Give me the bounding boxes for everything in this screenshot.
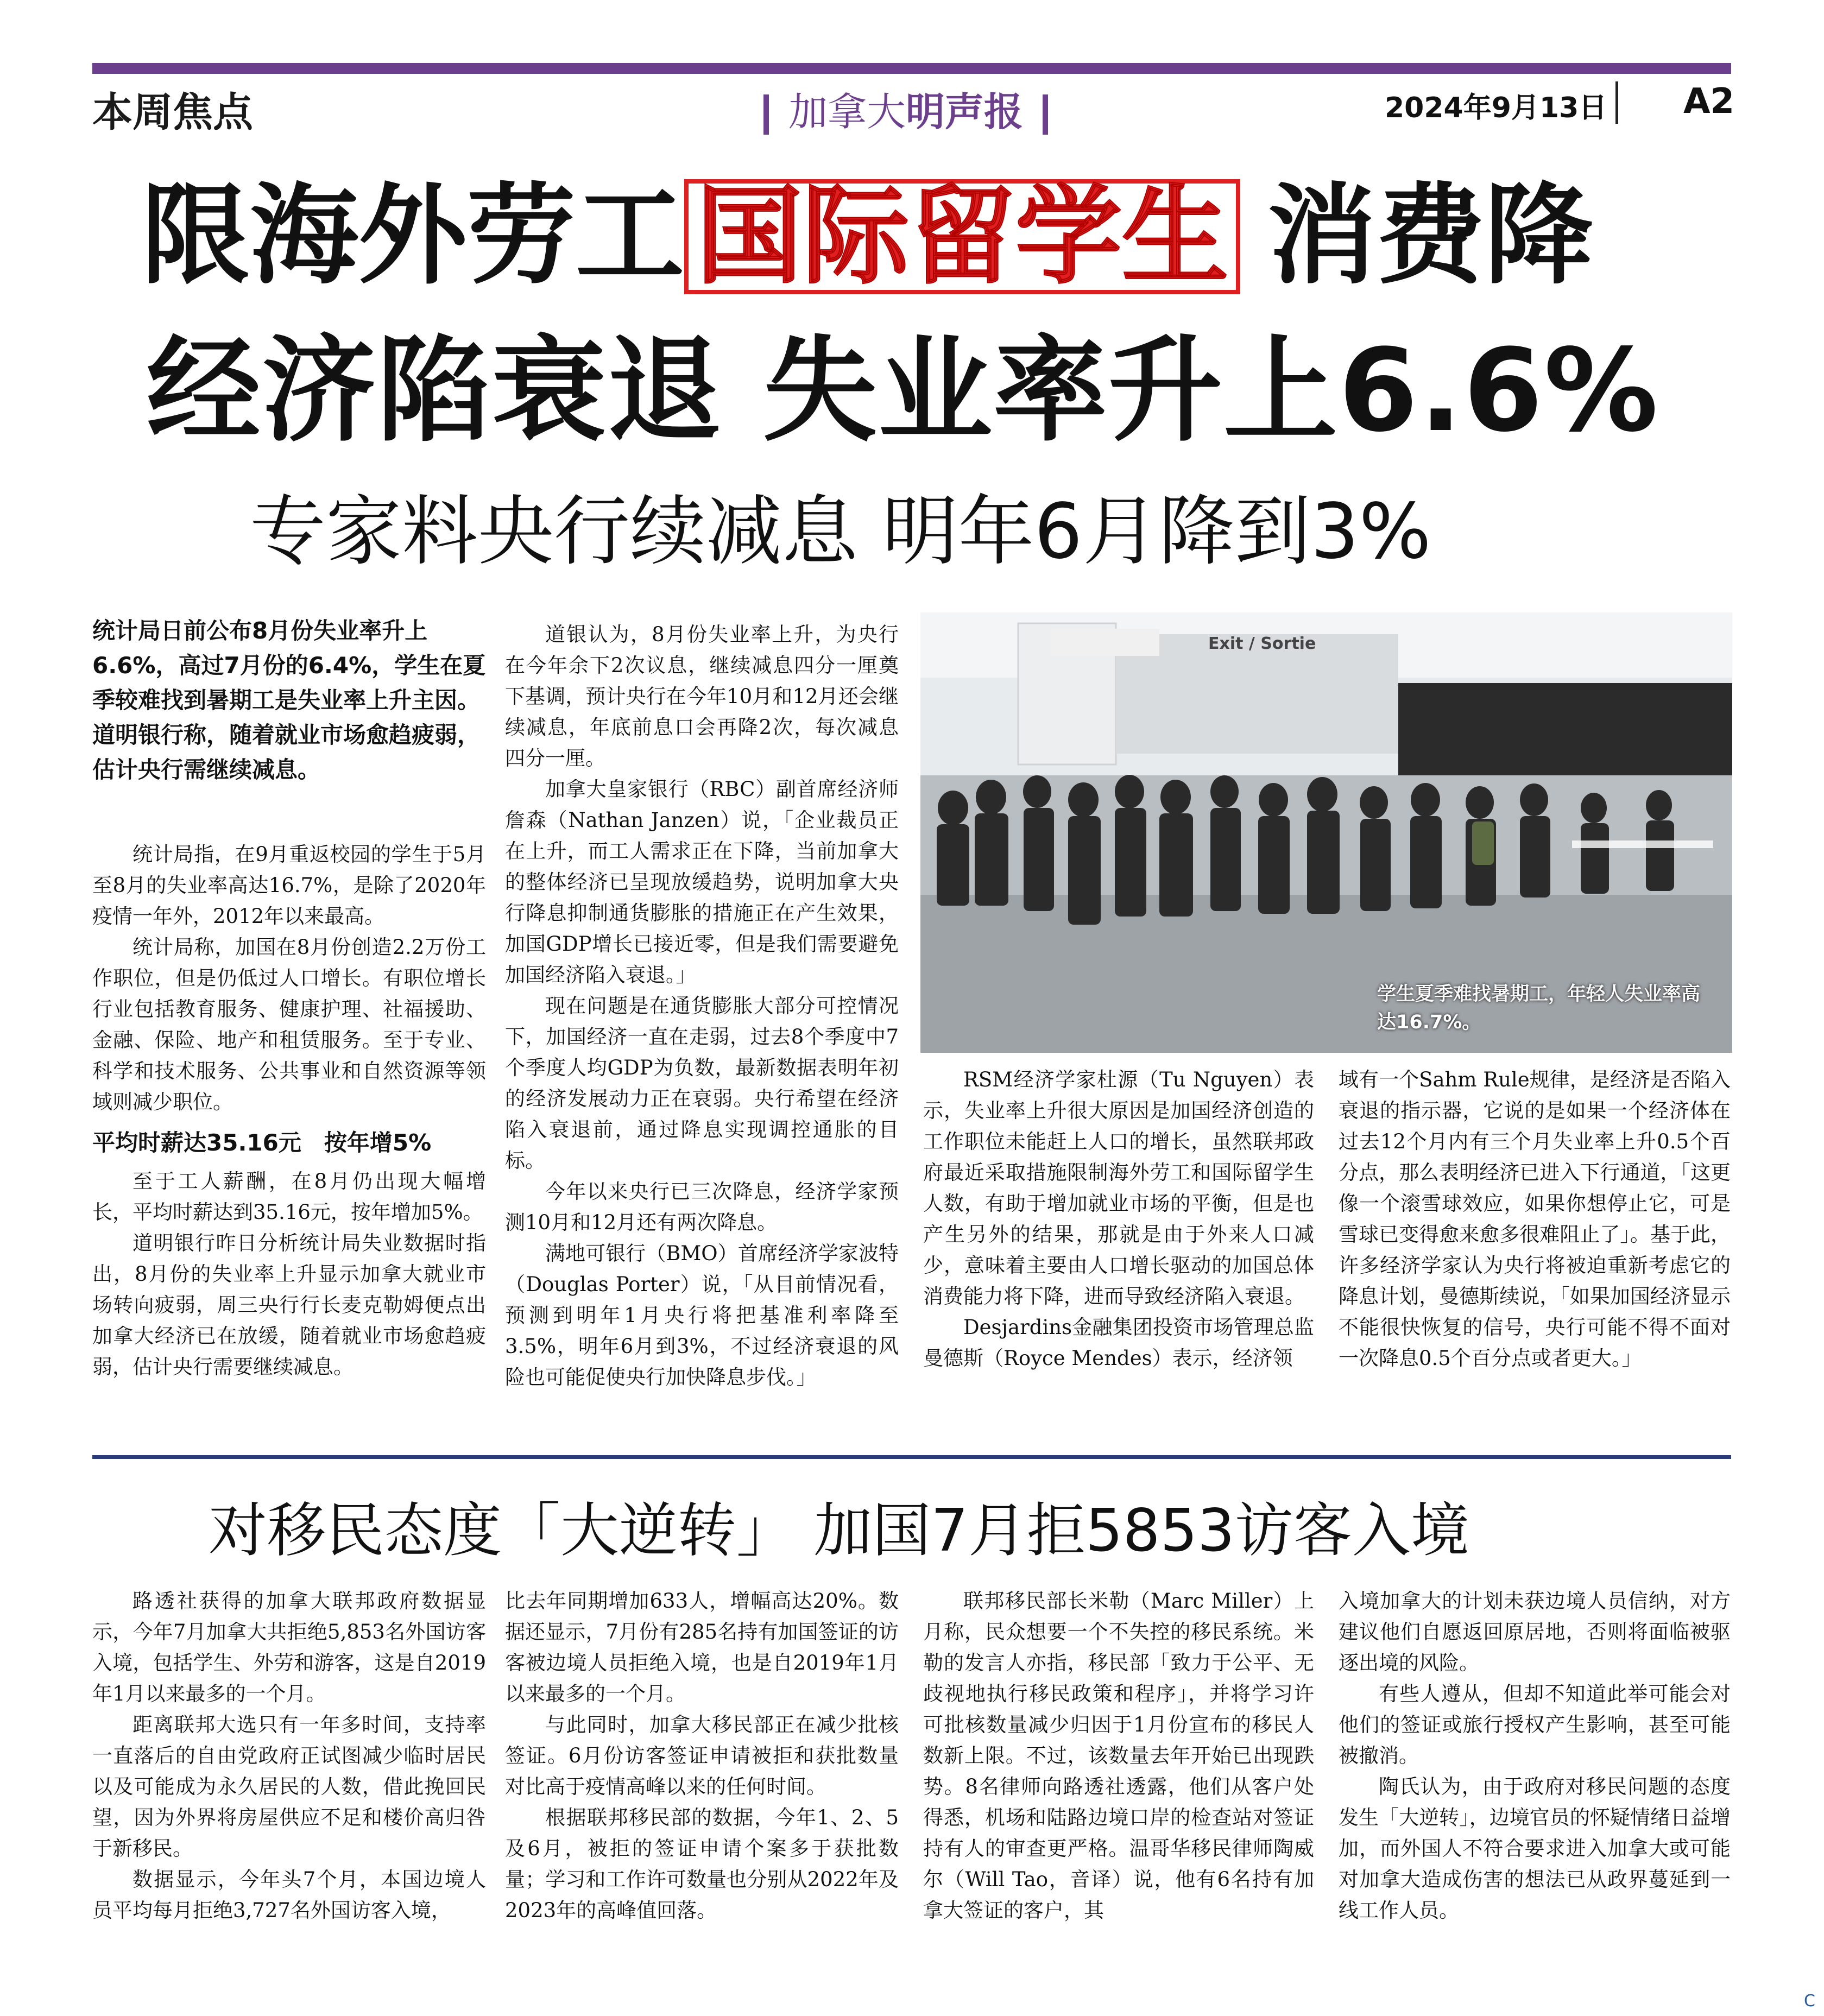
masthead-bar-left [763, 94, 769, 135]
paragraph: 统计局指，在9月重返校园的学生于5月至8月的失业率高达16.7%，是除了2020年疫情一年外，2012年以来最高。 [92, 843, 486, 928]
exit-sign: Exit / Sortie [1208, 634, 1316, 653]
issue-date: 2024年9月13日 [1385, 92, 1607, 124]
section-label: 本周焦点 [92, 89, 253, 136]
paragraph: Desjardins金融集团投资市场管理总监曼德斯（Royce Mendes）表示，经济领 [923, 1316, 1314, 1370]
header-separator [1615, 81, 1618, 124]
paragraph: 今年以来央行已三次降息，经济学家预测10月和12月还有两次降息。 [505, 1180, 899, 1234]
paragraph: 至于工人薪酬，在8月仍出现大幅增长，平均时薪达到35.16元，按年增加5%。 [92, 1170, 486, 1224]
paragraph: 道银认为，8月份失业率上升，为央行在今年余下2次议息，继续减息四分一厘奠下基调，预计央行在今年10月和12月还会继续减息，年底前息口会再降2次，每次减息四分一厘。 [505, 623, 899, 770]
paragraph: 比去年同期增加633人，增幅高达20%。数据还显示，7月份有285名持有加国签证的访客被边境人员拒绝入境，也是自2019年1月以来最多的一个月。 [505, 1589, 899, 1705]
top-rule [92, 63, 1731, 74]
masthead [744, 80, 1068, 137]
paragraph: 域有一个Sahm Rule规律，是经济是否陷入衰退的指示器，它说的是如果一个经济体在过去12个月内有三个月失业率上升0.5个百分点，那么表明经济已进入下行通道，「这更像一个滚雪球效应，如果你想停止它，可是雪球已变得愈来愈多很难阻止了」。基于此，许多经济学家认为央行将被迫重新考虑它的降息计划，曼德斯续说，「如果加国经济显示不能很快恢复的信号，央行可能不得不面对一次降息0.5个百分点或者更大。」 [1339, 1068, 1731, 1370]
paragraph: 加拿大皇家银行（RBC）副首席经济师詹森（Nathan Janzen）说，「企业裁员正在上升，而工人需求正在下降，当前加拿大的整体经济已呈现放缓趋势，说明加拿大央行降息抑制通货膨胀的措施正在产生效果，加国GDP增长已接近零，但是我们需要避免加国经济陷入衰退。」 [505, 778, 899, 987]
headline-line-2: 经济陷衰退 失业率升上6.6% [147, 324, 1659, 457]
page-number: A2 [1683, 81, 1735, 122]
section-divider [92, 1455, 1731, 1459]
photo-caption: 学生夏季难找暑期工，年轻人失业率高达16.7%。 [1377, 983, 1701, 1033]
news-photo [920, 612, 1732, 1053]
article2-col4 [1339, 1585, 1731, 1926]
masthead-name-a: 加拿大 [788, 89, 906, 135]
article1-col2 [505, 619, 899, 1393]
paragraph: 陶氏认为，由于政府对移民问题的态度发生「大逆转」，边境官员的怀疑情绪日益增加，而外国人不符合要求进入加拿大或可能对加拿大造成伤害的想法已从政界蔓延到一线工作人员。 [1339, 1775, 1731, 1922]
paragraph: 有些人遵从，但却不知道此举可能会对他们的签证或旅行授权产生影响，甚至可能被撤消。 [1339, 1682, 1731, 1767]
article2-col3 [923, 1585, 1314, 1926]
headline-1b: 消费降 [1267, 173, 1594, 299]
masthead-name-b: 明声报 [906, 89, 1024, 135]
paragraph: 根据联邦移民部的数据，今年1、2、5及6月，被拒的签证申请个案多于获批数量；学习和工作许可数量也分别从2022年及2023年的高峰值回落。 [505, 1806, 899, 1922]
article2-col2 [505, 1585, 899, 1926]
paragraph: 满地可银行（BMO）首席经济学家波特（Douglas Porter）说，「从目前情况看，预测到明年1月央行将把基准利率降至3.5%，明年6月到3%，不过经济衰退的风险也可能促使央行加快降息步伐。」 [505, 1242, 899, 1389]
headline-1a: 限海外劳工 [141, 173, 685, 299]
lead-paragraph: 统计局日前公布8月份失业率升上6.6%，高过7月份的6.4%，学生在夏季较难找到暑期工是失业率上升主因。道明银行称，随着就业市场愈趋疲弱，估计央行需继续减息。 [92, 617, 486, 783]
paragraph: 道明银行昨日分析统计局失业数据时指出，8月份的失业率上升显示加拿大就业市场转向疲弱，周三央行行长麦克勒姆便点出加拿大经济已在放缓，随着就业市场愈趋疲弱，估计央行需要继续减息。 [92, 1231, 486, 1379]
paragraph: 距离联邦大选只有一年多时间，支持率一直落后的自由党政府正试图减少临时居民以及可能成为永久居民的人数，借此挽回民望，因为外界将房屋供应不足和楼价高归咎于新移民。 [92, 1713, 486, 1860]
paragraph: 联邦移民部长米勒（Marc Miller）上月称，民众想要一个不失控的移民系统。米勒的发言人亦指，移民部「致力于公平、无歧视地执行移民政策和程序」，并将学习许可批核数量减少归因于1月份宣布的移民人数新上限。不过，该数量去年开始已出现跌势。8名律师向路透社透露，他们从客户处得悉，机场和陆路边境口岸的检查站对签证持有人的审查更严格。温哥华移民律师陶威尔（Will Tao，音译）说，他有6名持有加拿大签证的客户，其 [923, 1589, 1314, 1922]
paragraph: 入境加拿大的计划未获边境人员信纳，对方建议他们自愿返回原居地，否则将面临被驱逐出境的风险。 [1339, 1589, 1731, 1674]
paragraph: 与此同时，加拿大移民部正在减少批核签证。6月份访客签证申请被拒和获批数量对比高于疫情高峰以来的任何时间。 [505, 1713, 899, 1798]
subheadline: 平均时薪达35.16元 按年增5% [92, 1129, 432, 1156]
headline-1-red: 国际留学生 [684, 179, 1240, 294]
article2-headline: 对移民态度「大逆转」 加国7月拒5853访客入境 [209, 1497, 1469, 1565]
article1-col4 [1339, 1064, 1731, 1374]
corner-mark: C [1804, 1992, 1815, 2011]
paragraph: 路透社获得的加拿大联邦政府数据显示，今年7月加拿大共拒绝5,853名外国访客入境，包括学生、外劳和游客，这是自2019年1月以来最多的一个月。 [92, 1589, 486, 1705]
article1-col3 [923, 1064, 1314, 1374]
paragraph: RSM经济学家杜源（Tu Nguyen）表示，失业率上升很大原因是加国经济创造的工作职位未能赶上人口的增长，虽然联邦政府最近采取措施限制海外劳工和国际留学生人数，有助于增加就业市场的平衡，但是也产生另外的结果，那就是由于外来人口减少，意味着主要由人口增长驱动的加国总体消费能力将下降，进而导致经济陷入衰退。 [923, 1068, 1314, 1308]
paragraph: 现在问题是在通货膨胀大部分可控情况下，加国经济一直在走弱，过去8个季度中7个季度人均GDP为负数，最新数据表明年初的经济发展动力正在衰弱。央行希望在经济陷入衰退前，通过降息实现调控通胀的目标。 [505, 994, 899, 1172]
article1-col1 [92, 839, 486, 1382]
article2-col1 [92, 1585, 486, 1926]
headline-line-3: 专家料央行续减息 明年6月降到3% [250, 488, 1431, 576]
paragraph: 统计局称，加国在8月份创造2.2万份工作职位，但是仍低过人口增长。有职位增长行业包括教育服务、健康护理、社福援助、金融、保险、地产和租赁服务。至于专业、科学和技术服务、公共事业和自然资源等领域则减少职位。 [92, 936, 486, 1114]
headline-line-1 [141, 173, 1594, 299]
paragraph: 数据显示，今年头7个月，本国边境人员平均每月拒绝3,727名外国访客入境， [92, 1868, 486, 1922]
masthead-bar-right [1043, 94, 1048, 135]
